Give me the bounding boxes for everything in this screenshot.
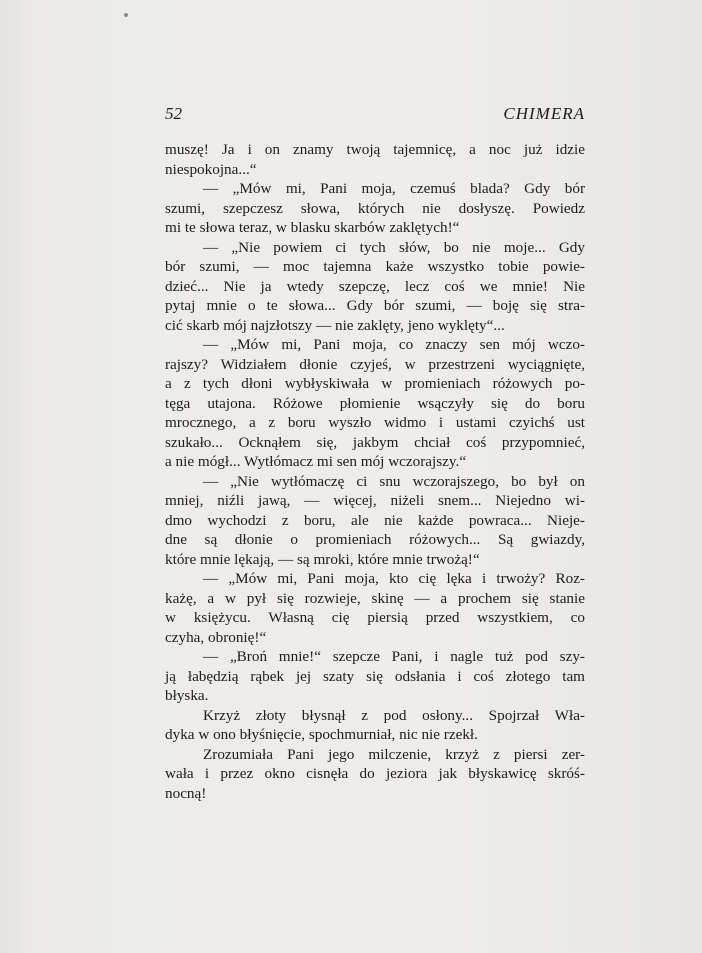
text-line: mrocznego, a z boru wyszło widmo i ustami czyichś ust [165, 414, 585, 431]
text-line: — „Broń mnie!“ szepcze Pani, i nagle tuż pod szy- [203, 648, 585, 665]
text-line: rajszy? Widziałem dłonie czyjeś, w przestrzeni wyciągnięte, [165, 355, 585, 373]
text-line: mniej, niźli jawą, — więcej, niżeli snem... Niejedno wi- [165, 492, 585, 509]
text-line: tęga utajona. Różowe płomienie wsączyły się do boru [165, 394, 585, 412]
text-line: — „Mów mi, Pani moja, co znaczy sen mój wczo- [203, 336, 585, 353]
text-line: niespokojna...“ [165, 160, 257, 178]
body-text [165, 140, 585, 803]
text-line: które mnie lękają, — są mroki, które mnie trwożą!“ [165, 550, 480, 568]
text-line: Krzyż złoty błysnął z pod osłony... Spojrzał Wła- [203, 706, 585, 724]
page-number: 52 [165, 104, 182, 123]
text-line: — „Mów mi, Pani moja, kto cię lęka i trwoży? Roz- [203, 570, 585, 587]
text-line: wała i przez okno cisnęła do jeziora jak błyskawicę skróś- [165, 765, 585, 782]
text-line: — „Nie wytłómaczę ci snu wczorajszego, bo był on [203, 472, 585, 490]
text-line: czyha, obronię!“ [165, 628, 267, 646]
text-line: pytaj mnie o te słowa... Gdy bór szumi, — boję się stra- [165, 297, 585, 314]
text-line: w księżycu. Własną cię piersią przed wszystkiem, co [165, 609, 585, 626]
text-line: błyska. [165, 687, 209, 704]
text-line: szukało... Ocknąłem się, jakbym chciał coś przypomnieć, [165, 433, 585, 451]
text-line: szumi, szepczesz słowa, których nie dosłyszę. Powiedz [165, 199, 585, 217]
text-line: dzieć... Nie ja wtedy szepczę, lecz coś we mnie! Nie [165, 277, 585, 295]
text-line: każę, a w pył się rozwieje, skinę — a prochem się stanie [165, 589, 585, 607]
running-title: CHIMERA [503, 104, 585, 123]
text-line: dmo wychodzi z boru, ale nie każde powraca... Nieje- [165, 511, 585, 529]
paper-speck [124, 13, 128, 17]
text-line: nocną! [165, 784, 207, 802]
text-line: ją łabędzią rąbek jej szaty się odsłania i coś złotego tam [165, 667, 585, 685]
text-line: muszę! Ja i on znamy twoją tajemnicę, a noc już idzie [165, 141, 585, 158]
text-line: a nie mógł... Wytłómacz mi sen mój wczorajszy.“ [165, 453, 467, 470]
text-line: — „Nie powiem ci tych słów, bo nie moje... Gdy [203, 238, 585, 256]
text-line: bór szumi, — moc tajemna każe wszystko tobie powie- [165, 258, 585, 275]
text-line: mi te słowa teraz, w blasku skarbów zaklętych!“ [165, 219, 460, 236]
text-line: — „Mów mi, Pani moja, czemuś blada? Gdy bór [203, 180, 585, 197]
text-line: a z tych dłoni wybłyskiwała w promieniach różowych po- [165, 375, 585, 392]
running-head [165, 104, 585, 128]
text-line: dyka w ono błyśnięcie, spochmurniał, nic nie rzekł. [165, 726, 478, 743]
text-line: Zrozumiała Pani jego milczenie, krzyż z piersi zer- [203, 745, 585, 763]
text-line: cić skarb mój najzłotszy — nie zaklęty, jeno wyklęty“... [165, 316, 505, 334]
text-line: dne są dłonie o promieniach różowych... Są gwiazdy, [165, 531, 585, 548]
